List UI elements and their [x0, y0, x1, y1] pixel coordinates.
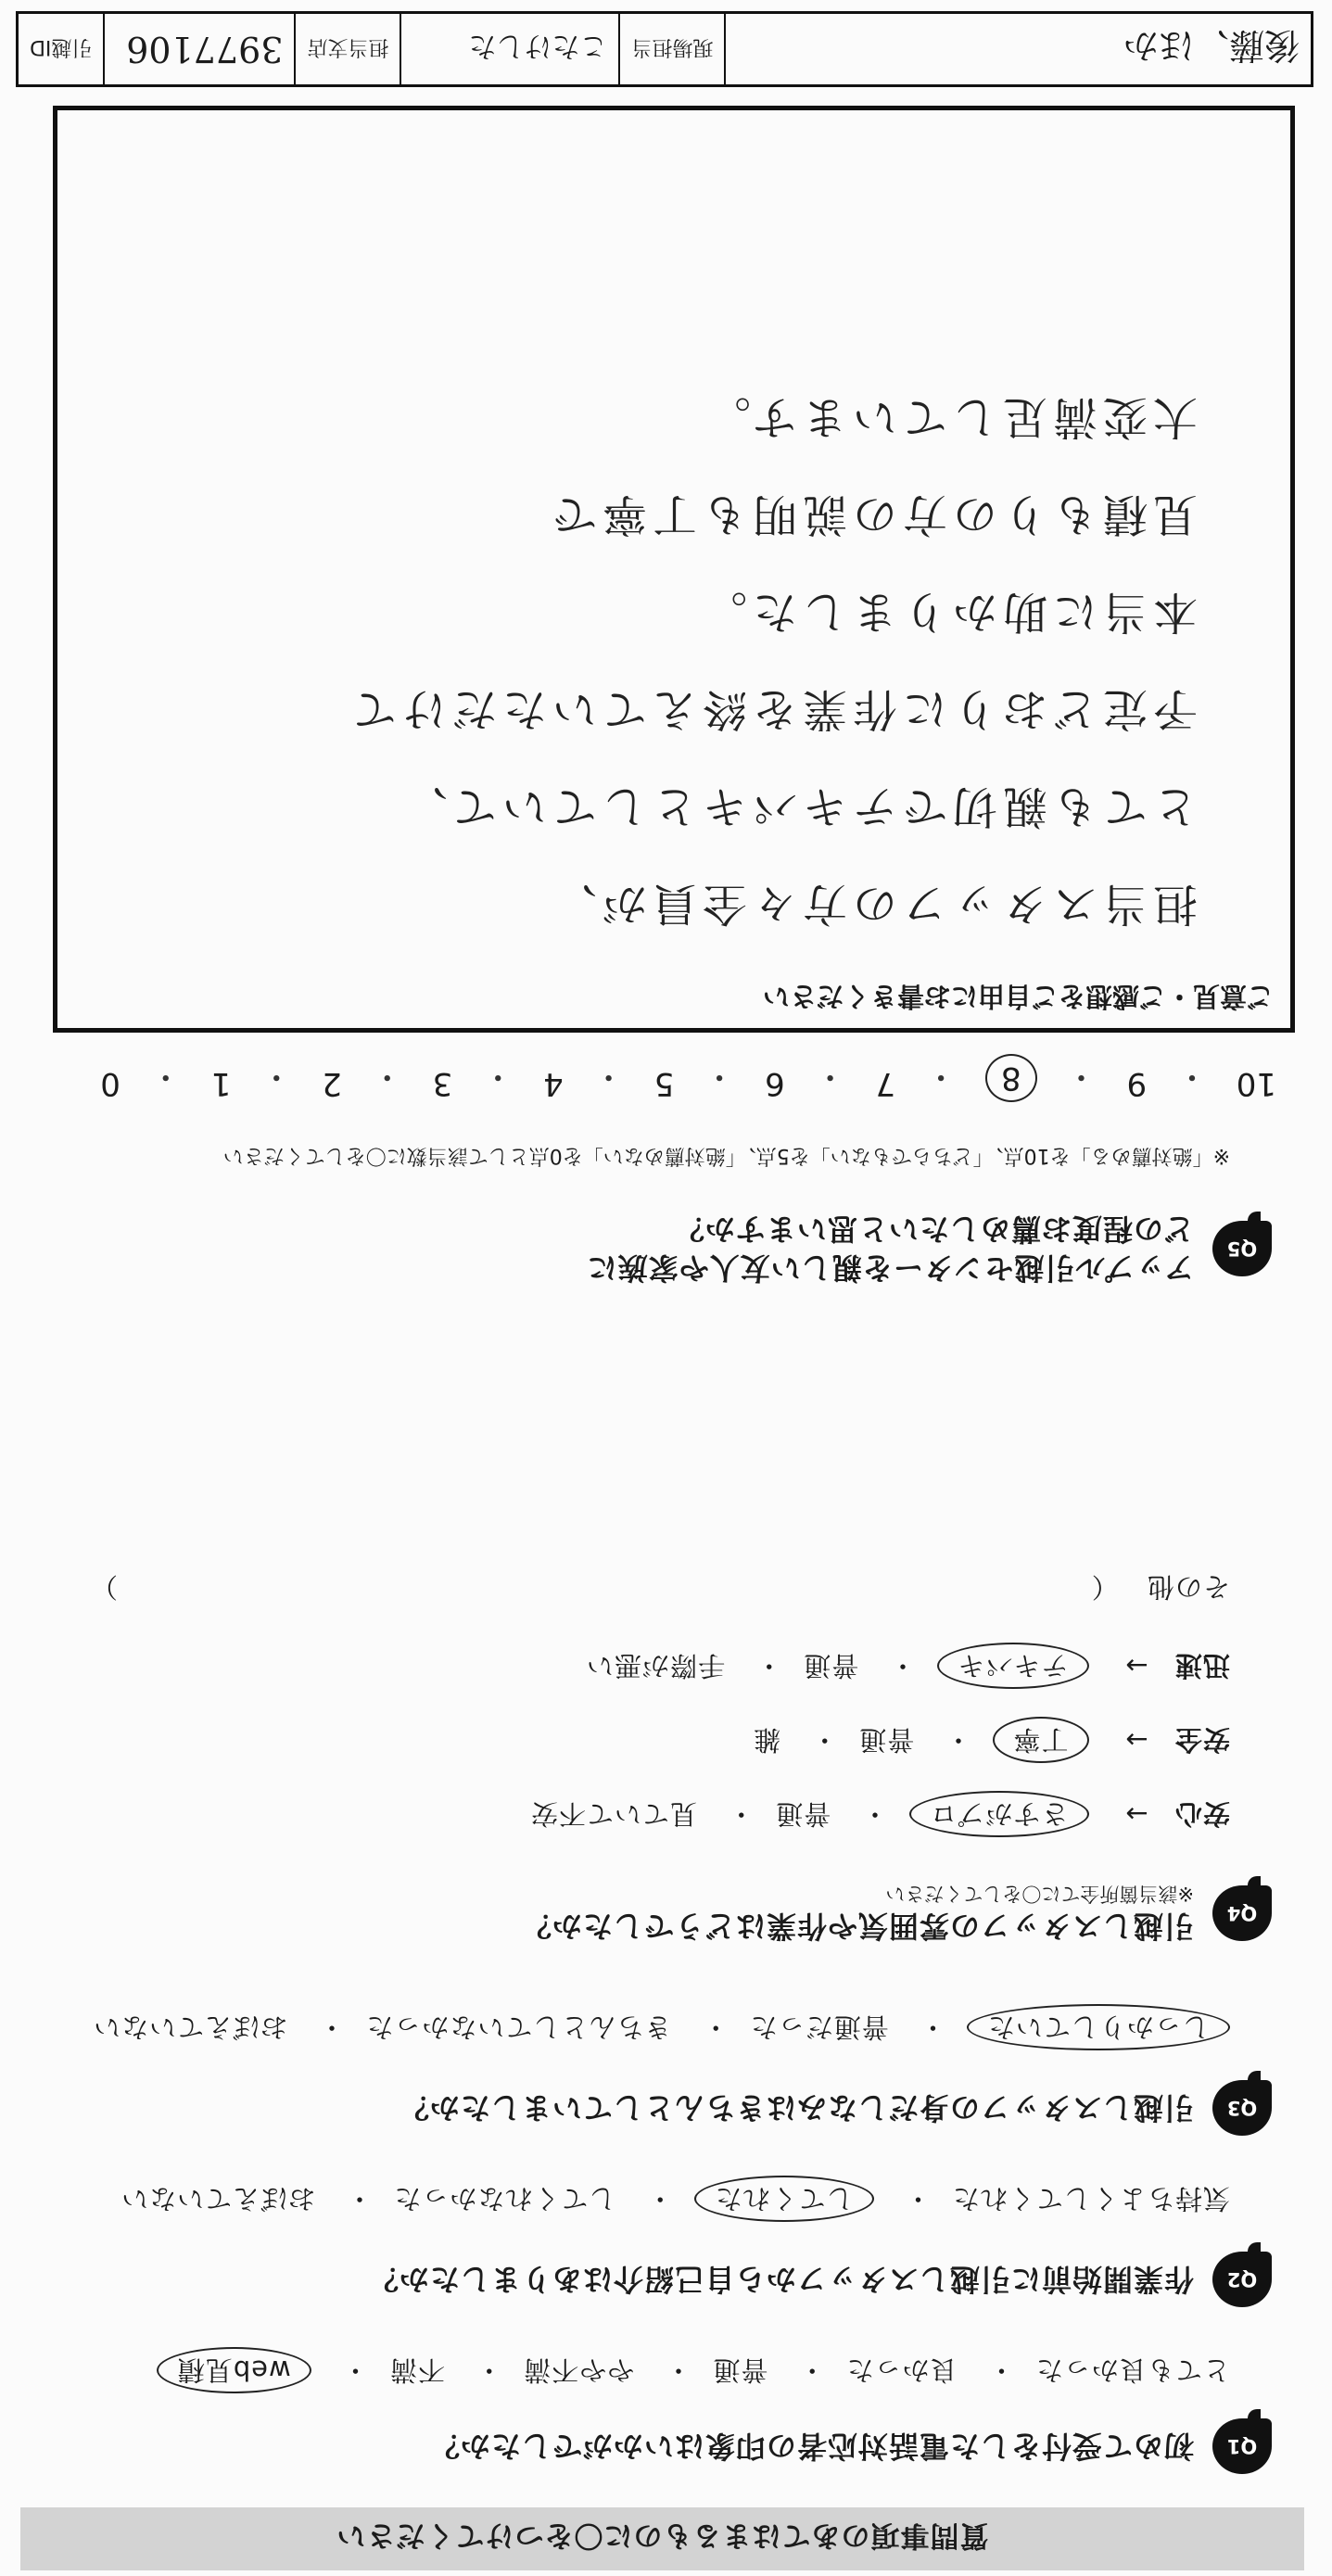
- q5-line2: どの程度お薦めしたいと思いますか？: [673, 1212, 1194, 1247]
- scale-value[interactable]: 5: [653, 1065, 675, 1102]
- q2-option[interactable]: してくれなかった: [393, 2183, 616, 2214]
- q4-option[interactable]: 普通: [803, 1650, 859, 1681]
- q4-option[interactable]: 手際が悪い: [586, 1650, 726, 1681]
- q4-row-anshin: 安心 → さすがプロ・ 普通・ 見ていて不安: [530, 1796, 1230, 1834]
- q3-options: しっかりしていた・ 普通だった・ きちんとしていなかった・ おぼえていない: [93, 2010, 1230, 2048]
- q1-text: 初めて受付をした電話対応者の印象はいかがでしたか？: [428, 2429, 1194, 2464]
- q1-option[interactable]: 良かった: [845, 2354, 958, 2386]
- q4-other-open: （: [1090, 1571, 1119, 1603]
- scale-value[interactable]: 2: [322, 1065, 342, 1102]
- q3-option-selected[interactable]: しっかりしていた: [967, 2004, 1230, 2050]
- q4-other-label: その他: [1146, 1571, 1230, 1603]
- branch-value: こたけした: [400, 14, 618, 84]
- q4-other-row: [90, 1569, 1230, 1607]
- q4-row-jinsoku: 迅速 → テキパキ・ 普通・ 手際が悪い: [586, 1648, 1230, 1686]
- q1-option[interactable]: 普通: [712, 2354, 768, 2386]
- q4-subnote: ※該当箇所全てに〇をしてください: [885, 1883, 1194, 1905]
- handwritten-line: 見積もりの方の説明も丁寧で: [546, 489, 1198, 540]
- q2-heading: [368, 2252, 1272, 2307]
- q4-option[interactable]: 普通: [858, 1724, 915, 1756]
- leader-value: 後藤、ほか: [724, 14, 1311, 84]
- q1-option-selected[interactable]: web見積: [157, 2347, 311, 2393]
- q3-text: 引越しスタッフの身だしなみはきちんとしていましたか？: [398, 2090, 1194, 2126]
- arrow-right-icon: →: [1124, 1798, 1148, 1830]
- leader-label: 現場担当: [618, 14, 724, 84]
- id-value: 3977106: [103, 14, 294, 84]
- q3-heading: [399, 2080, 1272, 2136]
- q4-other-close: ）: [90, 1571, 119, 1603]
- q2-options: 気持ちよくしてくれた・ してくれた・ してくれなかった・ おぼえていない: [121, 2181, 1230, 2219]
- handwritten-line: 予定どおりに作業を終えていただけて: [346, 683, 1198, 735]
- handwritten-line: 大変満足しています。: [700, 391, 1198, 443]
- q4-option[interactable]: 雑: [753, 1724, 781, 1756]
- q3-option[interactable]: おぼえていない: [93, 2011, 288, 2043]
- q4-badge-icon: Q4: [1212, 1885, 1272, 1941]
- handwritten-line: 担当スタッフの方々全員が、: [546, 878, 1198, 930]
- q4-option-selected[interactable]: 丁寧: [993, 1717, 1089, 1763]
- instruction-banner: 質問事項のあてはまるものに〇をつけてください: [20, 2507, 1304, 2570]
- scale-value[interactable]: 1: [210, 1065, 232, 1102]
- q2-text: 作業開始前に引越しスタッフから自己紹介はありましたか？: [367, 2262, 1194, 2297]
- q3-option[interactable]: きちんとしていなかった: [365, 2011, 672, 2043]
- q2-option-selected[interactable]: してくれた: [694, 2176, 874, 2222]
- scale-value[interactable]: 9: [1126, 1065, 1148, 1102]
- q1-options: とても良かった・ 良かった・ 普通・ やや不満・ 不満・ web見積: [157, 2353, 1230, 2391]
- q3-badge-icon: Q3: [1212, 2080, 1272, 2136]
- q4-row-label: 安心: [1173, 1798, 1230, 1830]
- scale-value-selected[interactable]: 8: [985, 1054, 1037, 1102]
- q2-badge-icon: Q2: [1212, 2252, 1272, 2307]
- q4-option[interactable]: 普通: [775, 1798, 831, 1830]
- q5-note: ※「絶対薦める」を10点、「どちらでもない」を5点、「絶対薦めない」を0点として該当数に〇をしてください: [222, 1144, 1230, 1167]
- handwritten-line: 本当に助かりました。: [696, 586, 1198, 638]
- branch-label: 担当支店: [294, 14, 400, 84]
- comment-box-title: ご意見・ご感想をご自由にお書きください: [762, 981, 1274, 1012]
- q4-option[interactable]: 見ていて不安: [530, 1798, 698, 1830]
- comment-box[interactable]: [53, 106, 1295, 1033]
- q5-heading: [587, 1210, 1272, 1288]
- q1-heading: [429, 2418, 1272, 2474]
- scale-value[interactable]: 7: [875, 1065, 896, 1102]
- q4-option-selected[interactable]: さすがプロ: [909, 1791, 1089, 1837]
- q4-row-anzen: 安全 → 丁寧・ 普通・ 雑: [753, 1722, 1230, 1760]
- q3-option[interactable]: 普通だった: [749, 2011, 889, 2043]
- q4-row-label: 迅速: [1173, 1650, 1230, 1681]
- q4-title: 引越しスタッフの雰囲気や作業はどうでしたか？: [520, 1909, 1194, 1944]
- id-label: 引越ID: [30, 35, 93, 59]
- scale-value[interactable]: 6: [765, 1065, 785, 1102]
- q4-text: [521, 1881, 1194, 1946]
- q5-line1: アップル引越センターを親しい友人や家族に: [586, 1250, 1194, 1286]
- q5-text: [587, 1210, 1194, 1288]
- q1-option[interactable]: 不満: [388, 2354, 445, 2386]
- q4-row-label: 安全: [1173, 1724, 1230, 1756]
- scale-value[interactable]: 0: [100, 1065, 121, 1102]
- q5-badge-icon: Q5: [1212, 1221, 1272, 1276]
- q1-badge-icon: Q1: [1212, 2418, 1272, 2474]
- scale-value[interactable]: 10: [1236, 1065, 1276, 1102]
- q2-option[interactable]: おぼえていない: [121, 2183, 316, 2214]
- arrow-right-icon: →: [1124, 1650, 1148, 1681]
- q1-option[interactable]: やや不満: [523, 2354, 635, 2386]
- q4-option-selected[interactable]: テキパキ: [937, 1643, 1089, 1689]
- q5-scale: 10 ・ 9 ・ 8 ・ 7 ・ 6 ・ 5 ・ 4 ・ 3 ・ 2 ・ 1 ・ 0: [99, 1054, 1276, 1102]
- q1-option[interactable]: とても良かった: [1034, 2354, 1230, 2386]
- arrow-right-icon: →: [1124, 1724, 1148, 1756]
- scale-value[interactable]: 3: [432, 1065, 453, 1102]
- q2-option[interactable]: 気持ちよくしてくれた: [951, 2183, 1230, 2214]
- q4-heading: [521, 1881, 1272, 1946]
- handwritten-line: とても親切でテキパキとしていて、: [397, 780, 1198, 832]
- scale-value[interactable]: 4: [543, 1065, 564, 1102]
- id-bar: [16, 11, 1313, 87]
